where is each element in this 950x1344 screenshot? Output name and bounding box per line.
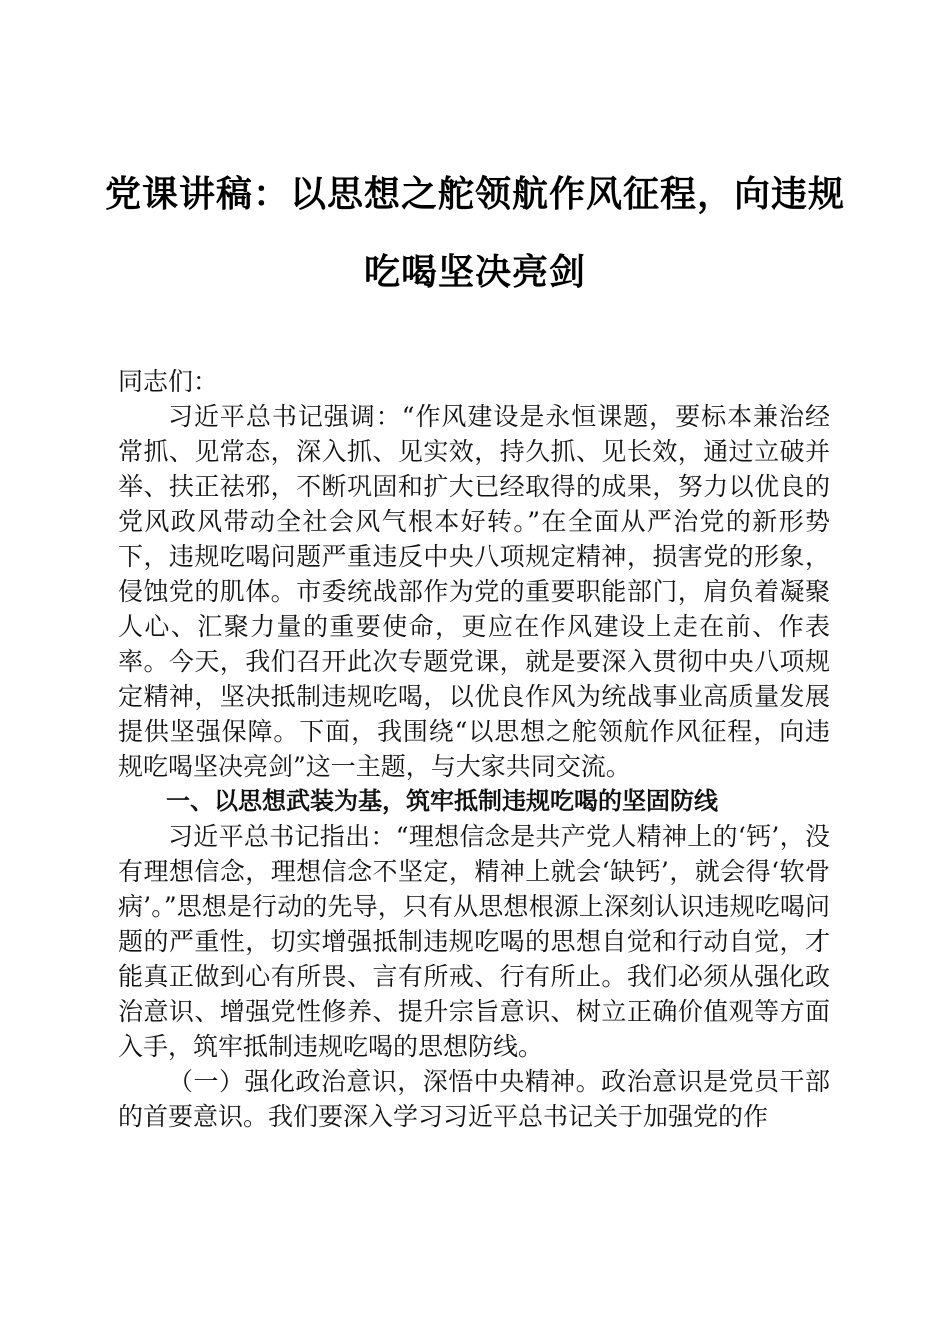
paragraph-intro: 习近平总书记强调：“作风建设是永恒课题，要标本兼治经常抓、见常态，深入抓、见实效，持久抓、见长效，通过立破并举、扶正祛邪，不断巩固和扩大已经取得的成果，努力以优良的党风政风带动全社会风气根本好转。”在全面从严治党的新形势下，违规吃喝问题严重违反中央八项规定精神，损害党的形象，侵蚀党的肌体。市委统战部作为党的重要职能部门，肩负着凝聚人心、汇聚力量的重要使命，更应在作风建设上走在前、作表率。今天，我们召开此次专题党课，就是要深入贯彻中央八项规定精神，坚决抵制违规吃喝，以优良作风为统战事业高质量发展提供坚强保障。下面，我围绕“以思想之舵领航作风征程，向违规吃喝坚决亮剑”这一主题，与大家共同交流。 (118, 402, 830, 781)
subsection-1-text: 政治意识是党员干部的首要意识。我们要深入学习习近平总书记关于加强党的作 (118, 1067, 830, 1131)
subsection-1 (118, 1064, 830, 1134)
subsection-1-title: （一）强化政治意识，深悟中央精神。 (168, 1067, 602, 1096)
salutation: 同志们： (118, 367, 219, 396)
section-heading-1: 一、以思想武装为基，筑牢抵制违规吃喝的坚固防线 (166, 787, 718, 815)
paragraph-section-1: 习近平总书记指出：“理想信念是共产党人精神上的‘钙’，没有理想信念，理想信念不坚定，精神上就会‘缺钙’，就会得‘软骨病’。”思想是行动的先导，只有从思想根源上深刻认识违规吃喝问题的严重性，切实增强抵制违规吃喝的思想自觉和行动自觉，才能真正做到心有所畏、言有所戒、行有所止。我们必须从强化政治意识、增强党性修养、提升宗旨意识、树立正确价值观等方面入手，筑牢抵制违规吃喝的思想防线。 (118, 822, 830, 1061)
document-body (118, 364, 830, 1134)
document-title-line-2: 吃喝坚决亮剑 (363, 251, 586, 293)
document-title-line-1: 党课讲稿：以思想之舵领航作风征程，向违规 (104, 173, 845, 215)
